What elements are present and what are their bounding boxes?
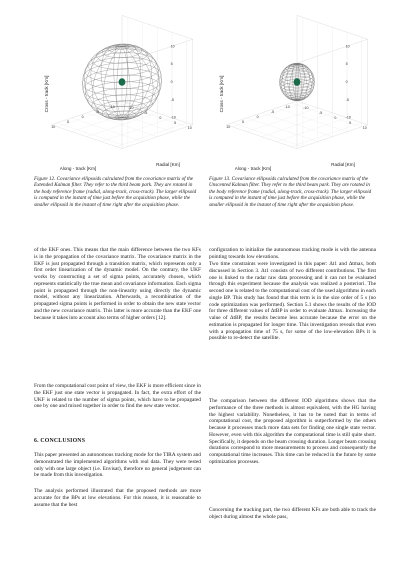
y-tick-label: -10	[128, 105, 134, 110]
x-tick-label: -10	[284, 104, 290, 109]
z-tick-label: -10	[345, 115, 351, 120]
x-tick-label: 0	[256, 114, 259, 119]
right-para-2: Two time constraints were investigated in this paper: Δt1 and Δtmax, both discussed in Section 3. Δt1 consists of two different contributions. The first one is linked to the radar raw data processing and it can not be evaluated through this experiment because the analysis was realized a posteriori. The second one is related to the computational cost of the used algorithms in each single BP. This study has found that this term is in the size order of 5 s (no code optimization was performed). Section 5.1 shows the results of the IOD for three different values of ΔtBP in order to evaluate Δtmax. Increasing the value of ΔtBP, the results become less accurate because the error on the estimation is propagated for longer time. This investigation reveals that even with a propagation time of 75 s, for some of the low-elevation BPs it is possible to re-detect the satellite.	[209, 261, 376, 342]
left-para-1: of the EKF ones. This means that the main difference between the two KFs is in the propagation of the covariance matrix. The covariance matrix in the EKF is just propagated through a transition matrix, which represents only a first order linearization of the dynamic model. On the contrary, the UKF works by constructing a set of sigma points, accurately chosen, which represents statistically the true mean and covariance information. Each sigma point is propagated through the non-linearity using directly the dynamic model, without any linearization. Afterwards, a recombination of the propagated sigma points is performed in order to obtain the new state vector and the new covariance matrix. This latter is more accurate than the EKF one because it takes into account also terms of higher orders [12].	[34, 247, 201, 321]
right-para-4: Concerning the tracking part, the two different KFs are both able to track the object during almost the whole pass,	[209, 507, 376, 520]
y-tick-label: 0	[334, 115, 337, 120]
y-tick-label: 5	[174, 120, 177, 125]
z-tick-label: 0	[170, 80, 173, 84]
cross-track-label: Cross - track [Km]	[219, 75, 224, 113]
figure-12-plot	[34, 2, 201, 174]
x-tick-label: -10	[109, 104, 115, 109]
y-tick-label: -5	[144, 110, 148, 115]
left-para-2: From the computational cost point of view, the EKF is more efficient since in the EKF just one state vector is propagated. In fact, the extra effort of the UKF is related to the number of sigma points, which have to be propagated one by one and mixed together in order to find the new state vector.	[34, 383, 201, 410]
z-tick-label: 10	[170, 44, 175, 49]
section-heading-conclusions: 6. CONCLUSIONS	[34, 438, 86, 444]
z-tick-label: -10	[170, 115, 176, 120]
along-track-label: Along - track [Km]	[234, 166, 272, 171]
left-para-4: The analysis performed illustrated that the proposed methods are more accurate for the BPs at low elevations. For this reason, it is reasonable to assume that the best	[34, 488, 201, 508]
radial-axis	[303, 106, 367, 167]
left-para-3: This paper presented an autonomous tracking mode for the TIRA system and demonstrated the implemented algorithms with real data. They were tested only with one large object (i.e. Envisat), therefore no general judgement can be made from this investigation.	[34, 452, 201, 479]
radial-label: Radial [Km]	[156, 162, 180, 167]
x-tick-label: 5	[66, 119, 69, 124]
y-tick-label: -5	[319, 110, 323, 115]
right-para-3: The comparison between the different IOD algorithms shows that the performance of the three methods is almost equivalent, with the HG having the highest variability. Nonetheless, it has to be noted that in terms of computational cost, the proposed algorithm is outperformed by the others because it processes much more data sets for finding one single state vector. However, even with this algorithm the computational time is still quite short. Specifically, it depends on the beam crossing duration. Longer beam crossing durations correspond to more measurements to process and consequently the computational time increases. This time can be reduced in the future by some optimization processes.	[209, 398, 377, 465]
radial-label: Radial [Km]	[331, 162, 355, 167]
cross-track-label: Cross - track [Km]	[44, 75, 49, 113]
y-tick-label: -10	[303, 105, 309, 110]
radial-axis	[128, 106, 192, 167]
z-tick-label: 5	[345, 62, 348, 67]
x-tick-label: -5	[95, 109, 99, 114]
y-tick-label: 0	[159, 115, 162, 120]
x-tick-label: 10	[226, 124, 231, 129]
figure-12-caption: Figure 12. Covariance ellipsoids calculated from the covariance matrix of the Extended Kalman filter. They refer to the third beam park. They are rotated in the body reference frame (radial, along-track, cross-track). The larger ellipsoid is computed in the instant of time just before the acquisition phase, while the smaller ellipsoid in the instant of time right after the acquisition phase.	[34, 176, 197, 208]
y-tick-label: 5	[349, 120, 352, 125]
right-para-1: configuration to initialize the autonomous tracking mode is with the antenna pointing towards low elevations.	[209, 247, 376, 260]
y-tick-label: 10	[187, 125, 192, 130]
z-tick-label: 5	[170, 62, 173, 67]
z-tick-label: 0	[345, 80, 348, 84]
x-tick-label: 10	[51, 124, 56, 129]
figure-13-plot	[209, 2, 376, 174]
z-tick-label: 10	[345, 44, 350, 49]
z-tick-label: -5	[345, 97, 349, 102]
x-tick-label: 5	[241, 119, 244, 124]
x-tick-label: 0	[81, 114, 84, 119]
inner-ellipsoid	[294, 78, 301, 85]
along-track-axis	[226, 105, 290, 171]
inner-ellipsoid	[119, 78, 126, 85]
y-tick-label: 10	[362, 125, 367, 130]
z-tick-label: -5	[170, 97, 174, 102]
along-track-label: Along - track [Km]	[59, 166, 97, 171]
ekf-ellipsoid-plot	[34, 2, 201, 174]
figure-13-caption: Figure 13. Covariance ellipsoids calculated from the covariance matrix of the Unscented Kalman filter. They refer to the third beam park. They are rotated in the body reference frame (radial, along-track, cross-track). The larger ellipsoid is computed in the instant of time just before the acquisition phase, while the smaller ellipsoid in the instant of time right after the acquisition phase.	[209, 176, 372, 208]
ukf-ellipsoid-plot	[209, 2, 376, 174]
x-tick-label: -5	[270, 109, 274, 114]
